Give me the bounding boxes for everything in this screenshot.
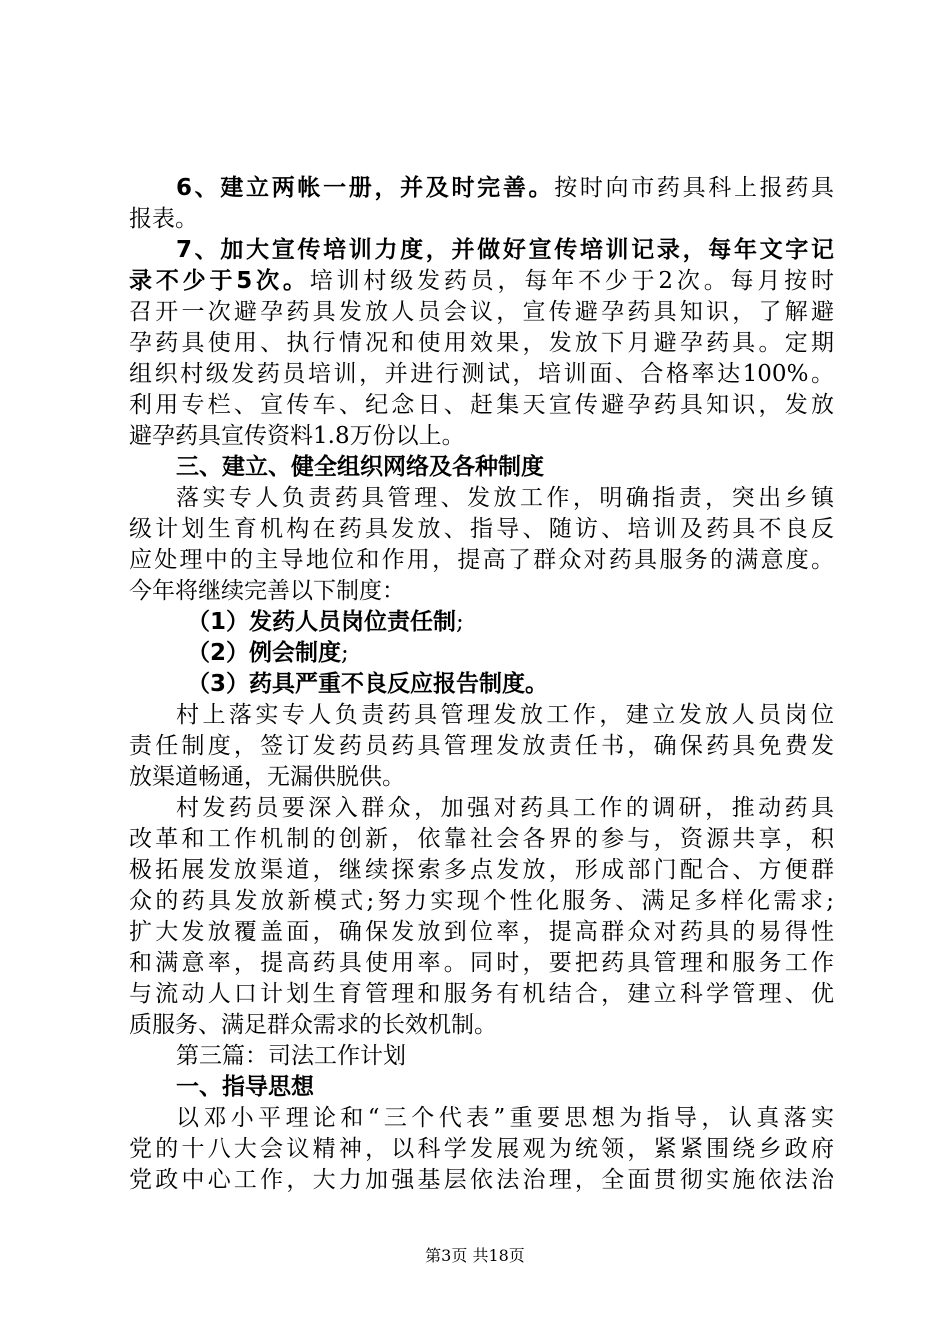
part-3-title: 第三篇：司法工作计划 (176, 1043, 406, 1069)
item-7-line-6: 利用专栏、宣传车、纪念日、赶集天宣传避孕药具知识，发放 (129, 392, 834, 418)
section-3-p3-line-7: 与流动人口计划生育管理和服务有机结合，建立科学管理、优 (129, 981, 834, 1007)
section-3-p2-line-2: 责任制度，签订发药员药具管理发放责任书，确保药具免费发 (129, 733, 834, 759)
section-3-p3-line-4: 众的药具发放新模式;努力实现个性化服务、满足多样化需求; (129, 888, 834, 914)
section-3-p2-line-1: 村上落实专人负责药具管理发放工作，建立发放人员岗位 (176, 702, 834, 728)
list-item (129, 638, 834, 669)
section-3-p3-line-2: 改革和工作机制的创新，依靠社会各界的参与，资源共享，积 (129, 826, 834, 852)
part-3-line-3: 党政中心工作，大力加强基层依法治理，全面贯彻实施依法治 (129, 1167, 834, 1193)
section-3-p2-line-3: 放渠道畅通，无漏供脱供。 (129, 764, 405, 790)
item-7-line-7: 避孕药具宣传资料1.8万份以上。 (129, 423, 465, 449)
part-3-heading: 一、指导思想 (176, 1074, 314, 1100)
section-3-p1-line-1: 落实专人负责药具管理、发放工作，明确指责，突出乡镇 (176, 485, 834, 511)
list-item (129, 669, 834, 700)
section-3-p1-line-2: 级计划生育机构在药具发放、指导、随访、培训及药具不良反 (129, 516, 834, 542)
item-7-line-4: 孕药具使用、执行情况和使用效果，发放下月避孕药具。定期 (129, 330, 834, 356)
section-3-p3-line-1: 村发药员要深入群众，加强对药具工作的调研，推动药具 (176, 795, 834, 821)
document-body (129, 173, 834, 1196)
list-item-text: （1）发药人员岗位责任制 (187, 609, 457, 635)
item-7-bold-2: 录不少于5次。 (129, 268, 310, 294)
list-item-text: （3）药具严重不良反应报告制度。 (187, 671, 549, 697)
item-7-line-3: 召开一次避孕药具发放人员会议，宣传避孕药具知识，了解避 (129, 299, 834, 325)
list-item-text: （2）例会制度 (187, 640, 342, 666)
list-item (129, 607, 834, 638)
section-3-heading: 三、建立、健全组织网络及各种制度 (176, 454, 544, 480)
item-7-line-1: 7、加大宣传培训力度，并做好宣传培训记录，每年文字记 (176, 237, 834, 263)
section-3-p3-line-6: 和满意率，提高药具使用率。同时，要把药具管理和服务工作 (129, 950, 834, 976)
section-3-p1-line-3: 应处理中的主导地位和作用，提高了群众对药具服务的满意度。 (129, 547, 834, 573)
part-3-line-2: 党的十八大会议精神，以科学发展观为统领，紧紧围绕乡政府 (129, 1136, 834, 1162)
list-item-tail: ; (456, 609, 464, 635)
part-3-line-1: 以邓小平理论和“三个代表”重要思想为指导，认真落实 (176, 1105, 834, 1131)
item-6-line-2: 报表。 (129, 206, 198, 232)
item-6-rest: 按时向市药具科上报药具 (554, 175, 834, 201)
section-3-p1-line-4: 今年将继续完善以下制度： (129, 578, 405, 604)
section-3-p3-line-5: 扩大发放覆盖面，确保发放到位率，提高群众对药具的易得性 (129, 919, 834, 945)
item-6-bold: 6、建立两帐一册，并及时完善。 (176, 175, 555, 201)
section-3-p3-line-3: 极拓展发放渠道，继续探索多点发放，形成部门配合、方便群 (129, 857, 834, 883)
item-7-line-2 (129, 266, 834, 297)
item-6-line-1 (129, 173, 834, 204)
item-7-rest-2: 培训村级发药员，每年不少于2次。每月按时 (309, 268, 834, 294)
item-7-line-5: 组织村级发药员培训，并进行测试，培训面、合格率达100%。 (129, 361, 834, 387)
section-3-p3-line-8: 质服务、满足群众需求的长效机制。 (129, 1012, 497, 1038)
page-footer: 第3页 共18页 (425, 1246, 525, 1265)
list-item-tail: ; (341, 640, 349, 666)
